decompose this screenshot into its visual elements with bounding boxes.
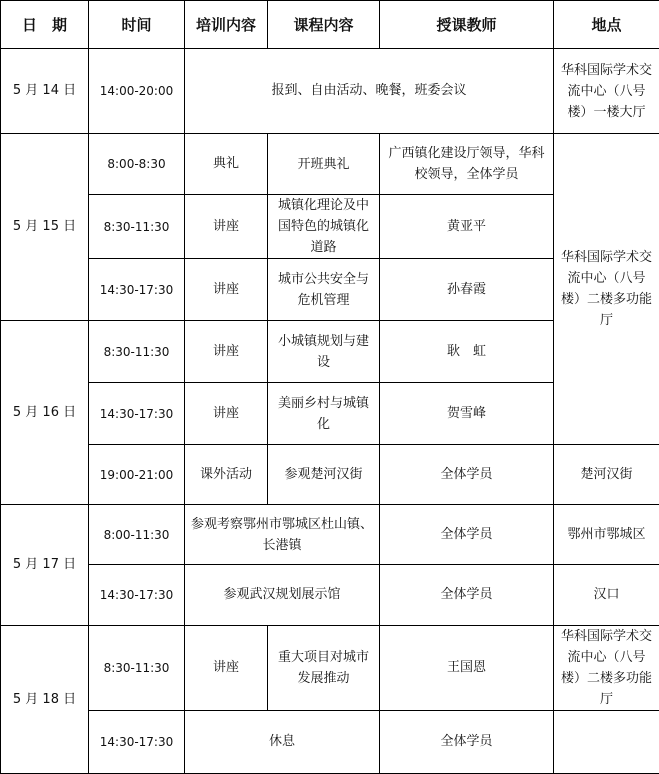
time-cell: 8:30-11:30 [89,321,185,383]
teacher-cell: 耿 虹 [380,321,554,383]
header-row [1,1,659,49]
course-cell: 小城镇规划与建设 [268,321,380,383]
teacher-cell: 全体学员 [380,445,554,505]
time-cell: 8:30-11:30 [89,626,185,711]
time-cell: 14:30-17:30 [89,383,185,445]
date-cell: 5 月 17 日 [1,505,89,626]
location-cell: 华科国际学术交流中心（八号楼）二楼多功能厅 [554,134,659,445]
type-cell: 讲座 [185,626,268,711]
course-cell: 美丽乡村与城镇化 [268,383,380,445]
time-cell: 14:30-17:30 [89,259,185,321]
type-cell: 课外活动 [185,445,268,505]
location-cell: 楚河汉街 [554,445,659,505]
course-cell: 城市公共安全与危机管理 [268,259,380,321]
location-cell: 汉口 [554,565,659,626]
teacher-cell: 全体学员 [380,565,554,626]
teacher-cell: 全体学员 [380,711,554,774]
type-cell: 讲座 [185,321,268,383]
teacher-cell: 孙春霞 [380,259,554,321]
course-cell: 参观楚河汉街 [268,445,380,505]
course-cell: 开班典礼 [268,134,380,195]
table-row [1,505,659,565]
time-cell: 8:00-11:30 [89,505,185,565]
activity-cell: 报到、自由活动、晚餐，班委会议 [185,49,554,134]
teacher-cell: 王国恩 [380,626,554,711]
location-cell: 华科国际学术交流中心（八号楼）一楼大厅 [554,49,659,134]
table-row [1,565,659,626]
time-cell: 14:00-20:00 [89,49,185,134]
teacher-cell: 全体学员 [380,505,554,565]
time-cell: 8:00-8:30 [89,134,185,195]
teacher-cell: 广西镇化建设厅领导，华科校领导，全体学员 [380,134,554,195]
course-cell: 重大项目对城市发展推动 [268,626,380,711]
header-location: 地点 [554,1,659,49]
type-cell: 讲座 [185,259,268,321]
location-cell [554,711,659,774]
time-cell: 19:00-21:00 [89,445,185,505]
type-cell: 典礼 [185,134,268,195]
date-cell: 5 月 14 日 [1,49,89,134]
table-row [1,49,659,134]
type-cell: 讲座 [185,383,268,445]
header-training-type: 培训内容 [185,1,268,49]
header-teacher: 授课教师 [380,1,554,49]
date-cell: 5 月 16 日 [1,321,89,505]
course-cell: 城镇化理论及中国特色的城镇化道路 [268,195,380,259]
teacher-cell: 黄亚平 [380,195,554,259]
header-course: 课程内容 [268,1,380,49]
type-cell: 讲座 [185,195,268,259]
time-cell: 8:30-11:30 [89,195,185,259]
header-time: 时间 [89,1,185,49]
header-date: 日 期 [1,1,89,49]
table-row [1,134,659,195]
date-cell: 5 月 18 日 [1,626,89,774]
date-cell: 5 月 15 日 [1,134,89,321]
teacher-cell: 贺雪峰 [380,383,554,445]
table-row [1,626,659,711]
time-cell: 14:30-17:30 [89,565,185,626]
location-cell: 鄂州市鄂城区 [554,505,659,565]
table-row [1,711,659,774]
time-cell: 14:30-17:30 [89,711,185,774]
activity-cell: 休息 [185,711,380,774]
activity-cell: 参观武汉规划展示馆 [185,565,380,626]
location-cell: 华科国际学术交流中心（八号楼）二楼多功能厅 [554,626,659,711]
table-row [1,445,659,505]
activity-cell: 参观考察鄂州市鄂城区杜山镇、长港镇 [185,505,380,565]
